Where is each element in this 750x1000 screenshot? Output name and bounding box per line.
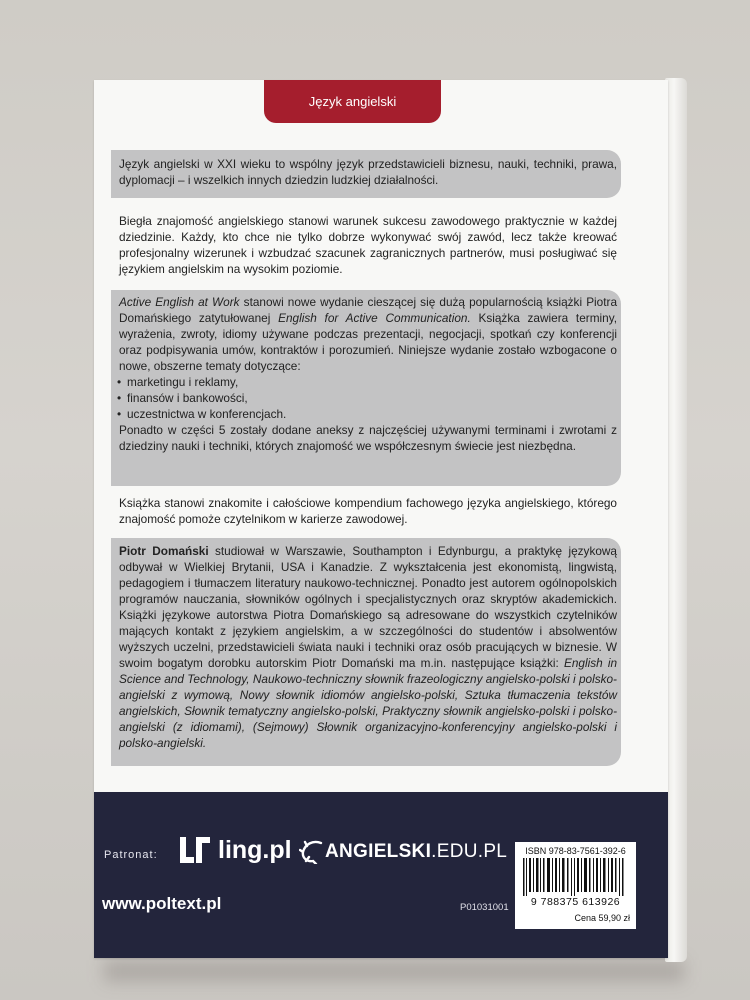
compendium-paragraph: Książka stanowi znakomite i całościowe kompendium fachowego języka angielskiego, którego znajomość pomoże czytelnikom w karierze zawodowej. (119, 496, 617, 526)
lizard-icon (299, 840, 325, 864)
title-active-english: Active English at Work (119, 295, 240, 309)
ling-logo (180, 832, 292, 868)
barcode-label (515, 842, 636, 929)
product-code: P01031001 (460, 902, 509, 913)
book-back-cover (94, 80, 668, 958)
list-item: • finansów i bankowości, (119, 390, 617, 406)
book-shadow (104, 960, 684, 982)
barcode-icon (521, 858, 630, 896)
author-name: Piotr Domański (119, 544, 209, 558)
title-english-communication: English for Active Communication. (278, 311, 471, 325)
book-page-edges (665, 78, 687, 962)
publisher-band (94, 792, 668, 958)
description-text: Active English at Work stanowi nowe wydanie cieszącej się dużą popularnością książki Piotra Domańskiego zatytułowanej English for Active Communication. Książka zawiera terminy, wyrażenia, zwroty, idiomy używane podczas prezentacji, negocjacji, spotkań czy konferencji oraz podpisywania umów, kontraktów i porozumień. Niniejsze wydanie zostało wzbogacone o nowe, obszerne tematy dotyczące: • marketingu i reklamy, • finansów i bankowości, • uczestnictwa w konferencjach. Ponadto w części 5 zostały dodane aneksy z najczęściej używanymi terminami i zwrotami z dziedziny nauki i techniki, których znajomość we współczesnym świecie jest niezbędna. (119, 294, 617, 454)
angielski-domain: .EDU.PL (431, 841, 508, 862)
ling-mark-icon (180, 837, 210, 863)
topic-list (119, 374, 617, 422)
author-bio: Piotr Domański studiował w Warszawie, Southampton i Edynburgu, a praktykę językową odbywał w Wielkiej Brytanii, USA i Kanadzie. Z wykształcenia jest ekonomistą, lingwistą, pedagogiem i tłumaczem literatury naukowo-technicznej. Ponadto jest autorem ogólnopolskich programów nauczania, słowników ogólnych i specjalistycznych oraz skryptów akademickich. Książki językowe autorstwa Piotra Domańskiego są adresowane do wszystkich czytelników mających kontakt z językiem angielskim, a w szczególności do studentów i absolwentów wyższych uczelni, przedstawicieli świata nauki i techniki oraz osób pracujących w biznesie. W swoim bogatym dorobku autorskim Piotr Domański ma m.in. następujące książki: English in Science and Technology, Naukowo-techniczny słownik frazeologiczny angielsko-polski i polsko-angielski z wymową, Nowy słownik idiomów angielsko-polski, Sztuka tłumaczenia tekstów angielskich, Słownik tematyczny angielsko-polski, Praktyczny słownik angielsko-polski i polsko-angielski (z idiomami), (Sejmowy) Słownik organizacyjno-konferencyjny angielsko-polski i polsko-angielski. (119, 544, 617, 750)
intro-text: Język angielski w XXI wieku to wspólny język przedstawicieli biznesu, nauki, techniki, prawa, dyplomacji – i wszelkich innych dziedzin ludzkiej działalności. (119, 157, 617, 187)
category-tab: Język angielski (264, 80, 441, 123)
angielski-logo (299, 840, 507, 864)
list-item: • marketingu i reklamy, (119, 374, 617, 390)
angielski-brand: ANGIELSKI (325, 841, 432, 862)
author-books: English in Science and Technology, Naukowo-techniczny słownik frazeologiczny angielsko-polski i polsko-angielski z wymową, Nowy słownik idiomów angielsko-polski, Sztuka tłumaczenia tekstów angielskich, Słownik tematyczny angielsko-polski, Praktyczny słownik angielsko-polski i polsko-angielski (z idiomami), (Sejmowy) Słownik organizacyjno-konferencyjny angielsko-polski i polsko-angielski. (119, 656, 617, 750)
publisher-website: www.poltext.pl (102, 894, 222, 913)
ling-logo-text: ling.pl (218, 835, 292, 864)
patronat-label: Patronat: (104, 849, 158, 861)
barcode-number: 9 788375 613926 (530, 896, 621, 908)
career-paragraph: Biegła znajomość angielskiego stanowi warunek sukcesu zawodowego praktycznie w każdej dziedzinie. Każdy, kto chce nie tylko dobrze wykonywać swój zawód, lecz także kreować profesjonalny wizerunek i wzbudzać szacunek zagranicznych partnerów, musi posługiwać się językiem angielskim na wysokim poziomie. (119, 214, 617, 276)
price-label: Cena 59,90 zł (574, 913, 630, 923)
list-item: • uczestnictwa w konferencjach. (119, 406, 617, 422)
isbn-number: ISBN 978-83-7561-392-6 (525, 846, 626, 856)
annex-text: Ponadto w części 5 zostały dodane aneksy z najczęściej używanymi terminami i zwrotami z dziedziny nauki i techniki, których znajomość we współczesnym świecie jest niezbędna. (119, 423, 617, 453)
